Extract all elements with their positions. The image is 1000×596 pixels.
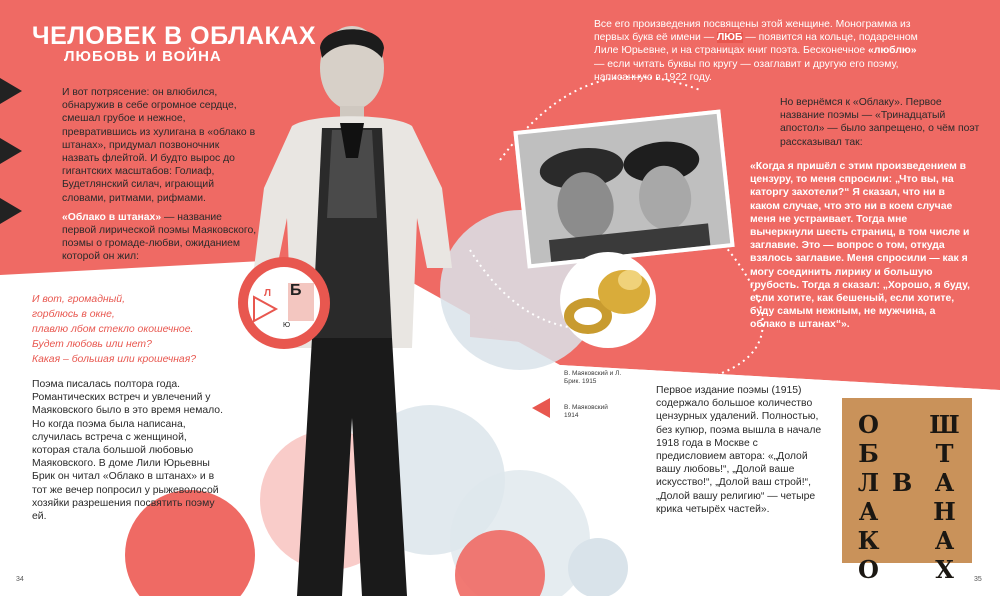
- book-cover-image: [842, 398, 972, 584]
- monogram-letter-l: Л: [264, 288, 272, 299]
- poem-line: Будет любовь или нет?: [32, 339, 152, 350]
- poem-line: плавлю лбом стекло окошечное.: [32, 324, 194, 335]
- monogram-text-part2: — появится на кольце, подаренном Лиле Юрьевне, и на страницах книг поэта. Бесконечное: [594, 32, 918, 57]
- pale-circle-4: [568, 538, 628, 596]
- page-number-left: 34: [16, 576, 24, 583]
- monogram-text-part3: — если читать буквы по кругу — озаглавит и другую его поэму, написанную в 1922 году.: [594, 58, 899, 83]
- triangle-marker-3: [0, 198, 22, 224]
- monogram-letter-b: Б: [290, 282, 302, 299]
- poem-title-highlight: «Облако в штанах»: [62, 211, 162, 223]
- intro-paragraph-2: [62, 211, 258, 264]
- first-edition-text: Первое издание поэмы (1915) содержало большое количество цензурных удалений. Полностью, без купюр, поэма вышла в начале 1918 года в Москве с предисловием автора: «„Долой вашу любовь!“, „Долой ваше искусство!“, „Долой ваш строй!“, „Долой вашу религию“ — четыре крика четырёх частей».: [656, 385, 822, 515]
- intro-paragraph-2-rest: — название первой лирической поэмы Маяковского, поэмы о громаде-любви, ожиданием которой он жил:: [62, 211, 257, 263]
- gold-rings-image: [548, 250, 668, 350]
- caption-portrait: В. Маяковский 1914: [564, 404, 608, 419]
- intro-paragraph-1: И вот потрясение: он влюбился, обнаружив в себе огромное сердце, смешал грубое и нежное, превратившись из хулигана в «облако в штанах», придумал позвоночник назвать флейтой. И будто вырос до гигантских масштабов: Голиаф, Будетлянский силач, играющий словами, ритмами, рифмами.: [62, 87, 256, 204]
- red-triangle-pointer: [532, 398, 550, 418]
- poem-line: И вот, громадный,: [32, 294, 125, 305]
- mayakovsky-brik-photo: [513, 110, 734, 269]
- book-cover-word-v: В: [892, 468, 913, 497]
- triangle-marker-2: [0, 138, 22, 164]
- story-text: Поэма писалась полтора года. Романтических встреч и увлечений у Маяковского было в это время немало. Но когда поэма была написана, случилась встреча с женщиной, которая стала большой любовью Маяковского. В доме Лили Юрьевны Брик он читал «Облако в штанах» и в тот же вечер попросил у рыжеволосой хозяйки разрешения посвятить поэму ей.: [32, 379, 223, 523]
- triangle-marker-1: [0, 78, 22, 104]
- lyublyu-highlight: «люблю»: [868, 45, 917, 57]
- book-cover-word-oblako: ОБЛАКО: [854, 410, 883, 584]
- censorship-intro: Но вернёмся к «Облаку». Первое название поэмы — «Тринадцатый апостол» — было запрещено, о чём поэт рассказывал так:: [780, 97, 980, 148]
- page-number-right: 35: [974, 576, 982, 583]
- lyub-highlight: ЛЮБ: [717, 32, 743, 44]
- poem-line: горблюсь в окне,: [32, 309, 115, 320]
- caption-couple: В. Маяковский и Л. Брик. 1915: [564, 370, 622, 385]
- monogram-letter-yu: Ю: [283, 322, 291, 329]
- intro-text: [62, 86, 258, 264]
- poem-excerpt: [32, 292, 232, 367]
- lyub-monogram-emblem: [236, 255, 332, 351]
- page-subtitle: ЛЮБОВЬ И ВОЙНА: [64, 48, 222, 65]
- censorship-quote: «Когда я пришёл с этим произведением в цензуру, то меня спросили: „Что вы, на каторгу захотели?“ Я сказал, что ни в каком случае, что это ни в коем случае меня не устраивает. Тогда мне вычеркнули шесть страниц, в том числе и заглавие. Это — вопрос о том, откуда взялось заглавие. Меня спросили — как я могу соединить лирику и большую грубость. Тогда я сказал: „Хорошо, я буду, если хотите, как бешеный, если хотите, буду самым нежным, не мужчина, а облако в штанах“».: [750, 161, 970, 331]
- monogram-text-part1: Все его произведения посвящены этой женщине. Монограмма из первых букв её имени —: [594, 19, 911, 44]
- page-title: ЧЕЛОВЕК В ОБЛАКАХ: [32, 22, 317, 50]
- book-cover-word-shtanakh: ШТАНАХ: [930, 410, 959, 584]
- monogram-text: [594, 18, 924, 84]
- poem-line: Какая – большая или крошечная?: [32, 354, 197, 365]
